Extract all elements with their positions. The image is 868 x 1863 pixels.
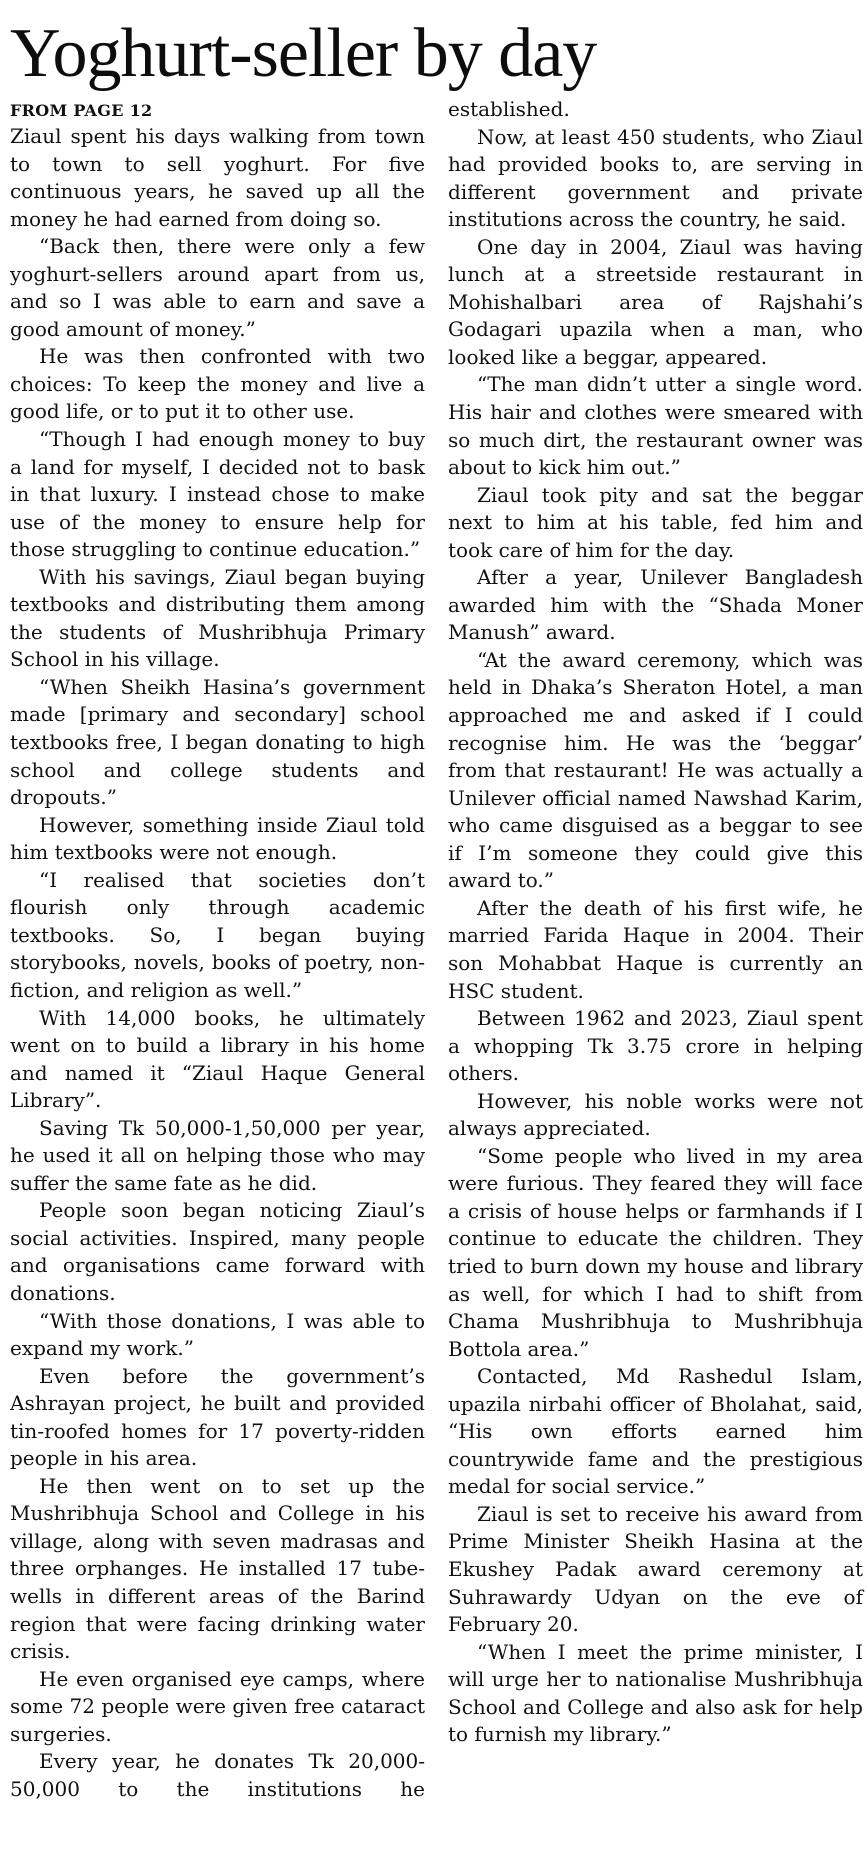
article-right-column [448, 96, 863, 1749]
paragraph: However, his noble works were not always appreciated. [448, 1088, 863, 1141]
paragraph: “With those donations, I was able to expand my work.” [10, 1308, 425, 1361]
paragraph: Contacted, Md Rashedul Islam, upazila nirbahi officer of Bholahat, said, “His own efforts earned him countrywide fame and the prestigious medal for social service.” [448, 1364, 863, 1499]
paragraph: Ziaul took pity and sat the beggar next to him at his table, fed him and took care of him for the day. [448, 482, 863, 562]
paragraph: After the death of his first wife, he married Farida Haque in 2004. Their son Mohabbat Haque is currently an HSC student. [448, 895, 863, 1003]
paragraph: Ziaul is set to receive his award from Prime Minister Sheikh Hasina at the Ekushey Padak award ceremony at Suhrawardy Udyan on the eve of February 20. [448, 1501, 863, 1637]
paragraph: He even organised eye camps, where some 72 people were given free cataract surgeries. [10, 1666, 425, 1746]
article-left-column [10, 123, 425, 1803]
paragraph: Ziaul spent his days walking from town to town to sell yoghurt. For five continuous years, he saved up all the money he had earned from doing so. [10, 124, 425, 231]
paragraph: However, something inside Ziaul told him textbooks were not enough. [10, 812, 425, 865]
paragraph: He then went on to set up the Mushribhuja School and College in his village, along with seven madrasas and three orphanges. He installed 17 tube-wells in different areas of the Barind region that were facing drinking water crisis. [10, 1473, 425, 1664]
article-headline: Yoghurt-seller by day [10, 15, 597, 92]
paragraph: He was then confronted with two choices: To keep the money and live a good life, or to put it to other use. [10, 344, 425, 424]
paragraph: With 14,000 books, he ultimately went on to build a library in his home and named it “Ziaul Haque General Library”. [10, 1005, 425, 1113]
paragraph-continuation: established. [448, 97, 570, 121]
paragraph: “Some people who lived in my area were furious. They feared they will face a crisis of house helps or farmhands if I continue to educate the children. They tried to burn down my house and library as well, for which I had to shift from Chama Mushribhuja to Mushribhuja Bottola area.” [448, 1143, 863, 1361]
paragraph: Now, at least 450 students, who Ziaul had provided books to, are serving in different government and private institutions across the country, he said. [448, 124, 863, 232]
paragraph: With his savings, Ziaul began buying textbooks and distributing them among the students of Mushribhuja Primary School in his village. [10, 564, 425, 672]
paragraph: Every year, he donates Tk 20,000-50,000 to the institutions he [10, 1749, 425, 1801]
paragraph: “Though I had enough money to buy a land for myself, I decided not to bask in that luxury. I instead chose to make use of the money to ensure help for those struggling to continue education.” [10, 427, 425, 562]
paragraph: “When Sheikh Hasina’s government made [primary and secondary] school textbooks free, I began donating to high school and college students and dropouts.” [10, 674, 425, 810]
paragraph: “At the award ceremony, which was held in Dhaka’s Sheraton Hotel, a man approached me and asked if I could recognise him. He was the ‘beggar’ from that restaurant! He was actually a Unilever official named Nawshad Karim, who came disguised as a beggar to see if I’m someone they could give this award to.” [448, 647, 863, 893]
paragraph: Between 1962 and 2023, Ziaul spent a whopping Tk 3.75 crore in helping others. [448, 1006, 863, 1086]
paragraph: Even before the government’s Ashrayan project, he built and provided tin-roofed homes for 17 poverty-ridden people in his area. [10, 1363, 425, 1471]
paragraph: “I realised that societies don’t flourish only through academic textbooks. So, I began buying storybooks, novels, books of poetry, non-fiction, and religion as well.” [10, 867, 425, 1002]
continued-from-page-label: FROM PAGE 12 [10, 101, 153, 120]
paragraph: After a year, Unilever Bangladesh awarded him with the “Shada Moner Manush” award. [448, 565, 863, 645]
paragraph: “When I meet the prime minister, I will urge her to nationalise Mushribhuja School and College and also ask for help to furnish my library.” [448, 1639, 863, 1747]
paragraph: “Back then, there were only a few yoghurt-sellers around apart from us, and so I was able to earn and save a good amount of money.” [10, 234, 425, 341]
paragraph: One day in 2004, Ziaul was having lunch at a streetside restaurant in Mohishalbari area of Rajshahi’s Godagari upazila when a man, who looked like a beggar, appeared. [448, 234, 863, 369]
paragraph: People soon began noticing Ziaul’s social activities. Inspired, many people and organisations came forward with donations. [10, 1198, 425, 1305]
paragraph: Saving Tk 50,000-1,50,000 per year, he used it all on helping those who may suffer the same fate as he did. [10, 1115, 425, 1195]
paragraph: “The man didn’t utter a single word. His hair and clothes were smeared with so much dirt, the restaurant owner was about to kick him out.” [448, 372, 863, 480]
